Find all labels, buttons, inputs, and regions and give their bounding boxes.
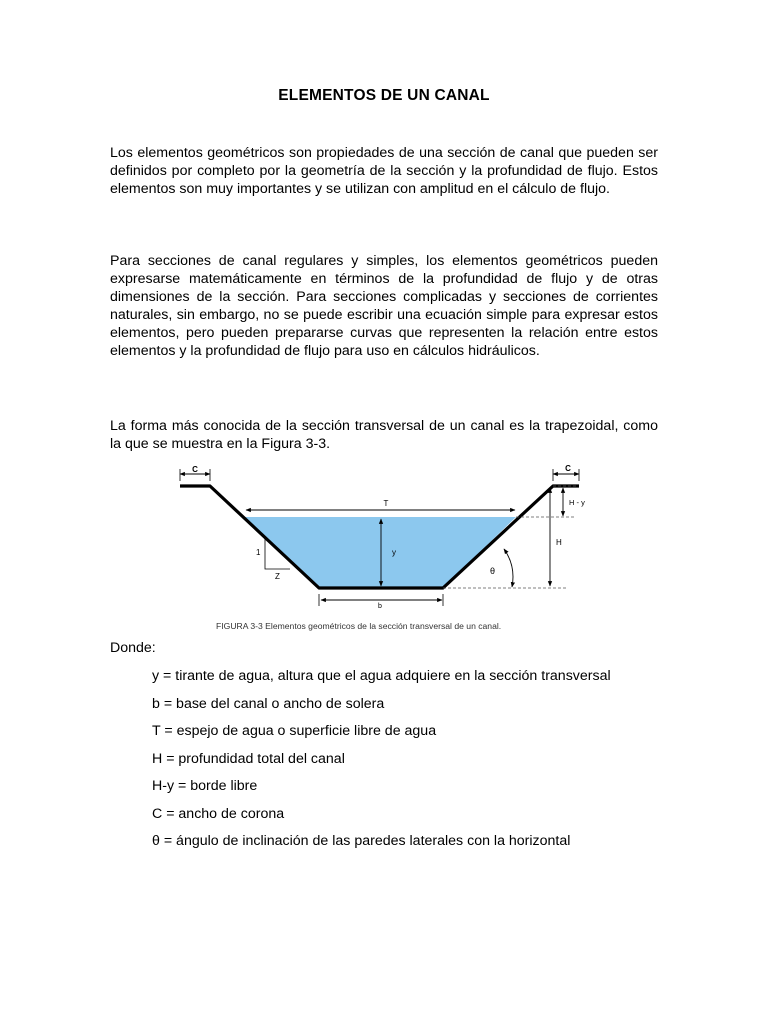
definitions-list — [152, 666, 611, 859]
label-t: T — [383, 499, 389, 508]
definition-t: T = espejo de agua o superficie libre de agua — [152, 723, 437, 739]
donde-label: Donde: — [110, 640, 156, 656]
definition-h: H = profundidad total del canal — [152, 750, 345, 767]
water-region — [245, 517, 516, 588]
label-c-left: C — [192, 465, 198, 474]
theta-arc — [504, 549, 513, 587]
label-b: b — [378, 603, 382, 610]
figure-channel-section — [176, 461, 585, 636]
label-h-minus-y: H - y — [569, 498, 585, 507]
label-one: 1 — [256, 548, 261, 557]
paragraph-geometric-elements: Los elementos geométricos son propiedades de una sección de canal que pueden ser definidos por completo por la geometría de la sección y la profundidad de flujo. Estos elementos son muy importantes y se utilizan con amplitud en el cálculo de flujo. — [110, 145, 658, 197]
paragraph-trapezoidal: La forma más conocida de la sección transversal de un canal es la trapezoidal, como la que se muestra en la Figura 3-3. — [110, 418, 658, 452]
page-title: ELEMENTOS DE UN CANAL — [278, 87, 490, 104]
definition-theta: θ = ángulo de inclinación de las paredes laterales con la horizontal — [152, 833, 571, 849]
label-y: y — [392, 548, 396, 557]
channel-diagram — [176, 461, 585, 636]
definition-c: C = ancho de corona — [152, 805, 285, 822]
definition-h-minus-y: H-y = borde libre — [152, 778, 258, 794]
definition-b: b = base del canal o ancho de solera — [152, 695, 385, 712]
label-theta: θ — [490, 566, 496, 576]
figure-caption: FIGURA 3-3 Elementos geométricos de la sección transversal de un canal. — [216, 621, 502, 631]
label-z: Z — [275, 572, 280, 581]
definition-y: y = tirante de agua, altura que el agua adquiere en la sección transversal — [152, 668, 611, 684]
paragraph-regular-sections: Para secciones de canal regulares y simples, los elementos geométricos pueden expresarse matemáticamente en términos de la profundidad de flujo y de otras dimensiones de la sección. Para secciones complicadas y secciones de corrientes naturales, sin embargo, no se puede escribir una ecuación simple para expresar estos elementos, pero pueden prepararse curvas que representen la relación entre estos elementos y la profundidad de flujo para uso en cálculos hidráulicos. — [110, 253, 658, 359]
label-h: H — [556, 538, 562, 547]
label-c-right: C — [565, 464, 571, 473]
